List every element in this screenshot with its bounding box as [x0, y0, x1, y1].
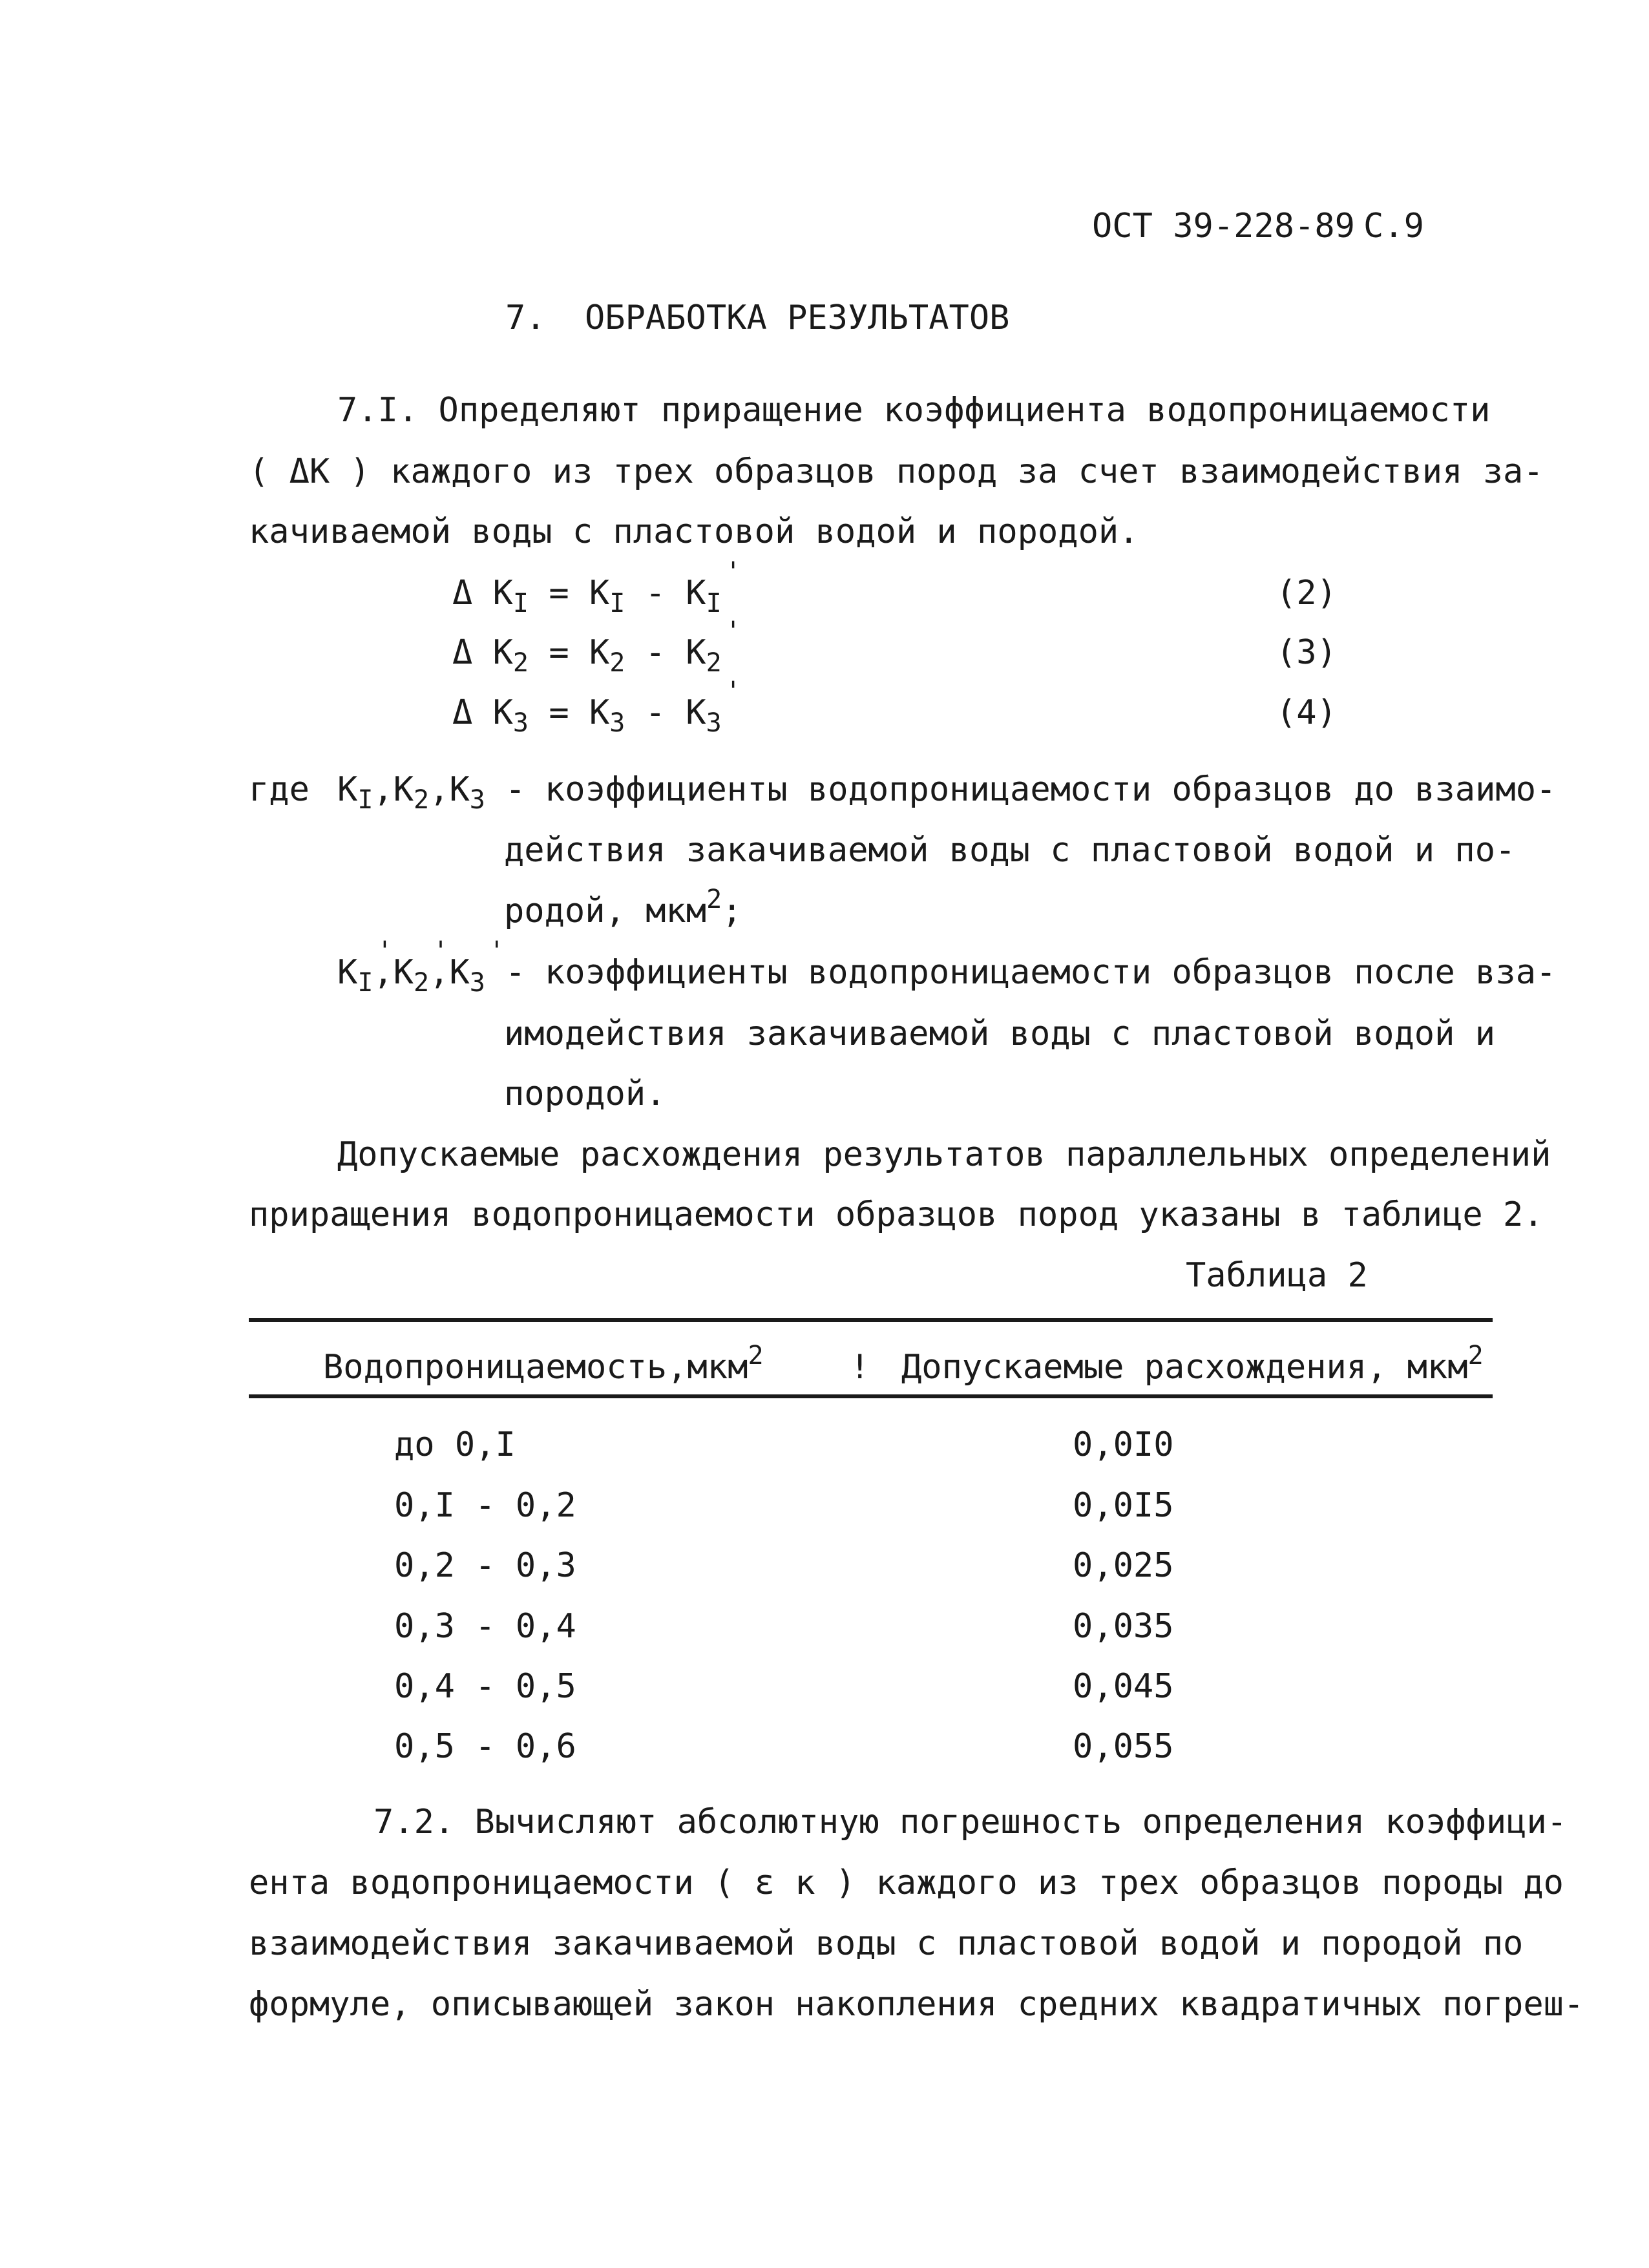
table-header-left: Водопроницаемость,мкм$^2$: [323, 1341, 764, 1387]
table-top-rule: [249, 1318, 1493, 1322]
table-header-rule: [249, 1394, 1493, 1398]
para-7-1-line-2: ( ΔК ) каждого из трех образцов пород за счет взаимодействия за-: [249, 452, 1544, 491]
table-cell-value: 0,035: [1073, 1607, 1174, 1646]
definition-1-line-1: коэффициенты водопроницаемости образцов до взаимо-: [545, 770, 1557, 809]
formula-2-number: (2): [1276, 574, 1337, 613]
table-cell-value: 0,045: [1073, 1667, 1174, 1706]
table-cell-range: до 0,I: [394, 1425, 516, 1464]
para-7-2-line-3: взаимодействия закачиваемой воды с пластовой водой и породой по: [249, 1924, 1524, 1963]
para-7-1-line-3: качиваемой воды с пластовой водой и породой.: [249, 512, 1139, 551]
definition-2-line-2: имодействия закачиваемой воды с пластовой водой и: [504, 1014, 1496, 1053]
formula-4: Δ $K_3 = K_3 - K_3$ ': [452, 693, 722, 732]
allow-para-line-1: Допускаемые расхождения результатов параллельных определений: [337, 1135, 1551, 1174]
formula-2: Δ $K_I = K_I - K_I$ ': [452, 574, 722, 613]
table-caption: Таблица 2: [1186, 1256, 1368, 1295]
table-cell-value: 0,0I0: [1073, 1425, 1174, 1464]
para-7-2-line-1: 7.2. Вычисляют абсолютную погрешность определения коэффици-: [373, 1803, 1568, 1842]
table-cell-value: 0,0I5: [1073, 1486, 1174, 1525]
definition-1-symbols: $K_I,K_2,K_3$: [337, 770, 485, 815]
table-cell-range: 0,3 - 0,4: [394, 1607, 576, 1646]
definition-2-line-1: коэффициенты водопроницаемости образцов после вза-: [545, 953, 1557, 992]
definition-2-dash: -: [505, 953, 526, 992]
para-7-2-line-4: формуле, описывающей закон накопления средних квадратичных погреш-: [249, 1985, 1584, 2024]
formula-4-number: (4): [1276, 693, 1337, 732]
formula-3: Δ $K_2 = K_2 - K_2$ ': [452, 633, 722, 672]
where-label: где: [249, 770, 310, 809]
definition-1-dash: -: [505, 770, 526, 809]
document-code: ОСТ 39-228-89: [1092, 207, 1355, 246]
table-cell-range: 0,5 - 0,6: [394, 1727, 576, 1766]
table-cell-value: 0,025: [1073, 1546, 1174, 1585]
section-title: ОБРАБОТКА РЕЗУЛЬТАТОВ: [585, 299, 1010, 337]
section-number: 7.: [505, 299, 546, 337]
table-cell-range: 0,4 - 0,5: [394, 1667, 576, 1706]
allow-para-line-2: приращения водопроницаемости образцов пород указаны в таблице 2.: [249, 1195, 1544, 1234]
para-7-1-line-1: 7.I. Определяют приращение коэффициента водопроницаемости: [337, 391, 1491, 430]
table-cell-range: 0,2 - 0,3: [394, 1546, 576, 1585]
formula-3-number: (3): [1276, 633, 1337, 672]
definition-2-symbols: $K_I$ '$,K_2$ '$,K_3$ ': [337, 953, 485, 992]
definition-2-line-3: породой.: [504, 1075, 666, 1113]
definition-1-line-2: действия закачиваемой воды с пластовой водой и по-: [504, 831, 1516, 870]
table-header-right: Допускаемые расхождения, мкм$^2$: [901, 1341, 1484, 1387]
definition-1-line-3: родой, мкм$^2$;: [504, 885, 742, 930]
table-cell-range: 0,I - 0,2: [394, 1486, 576, 1525]
para-7-2-line-2: ента водопроницаемости ( ε к ) каждого из трех образцов породы до: [249, 1864, 1564, 1902]
table-header-separator: !: [850, 1348, 870, 1387]
table-cell-value: 0,055: [1073, 1727, 1174, 1766]
page-number: С.9: [1363, 207, 1424, 246]
